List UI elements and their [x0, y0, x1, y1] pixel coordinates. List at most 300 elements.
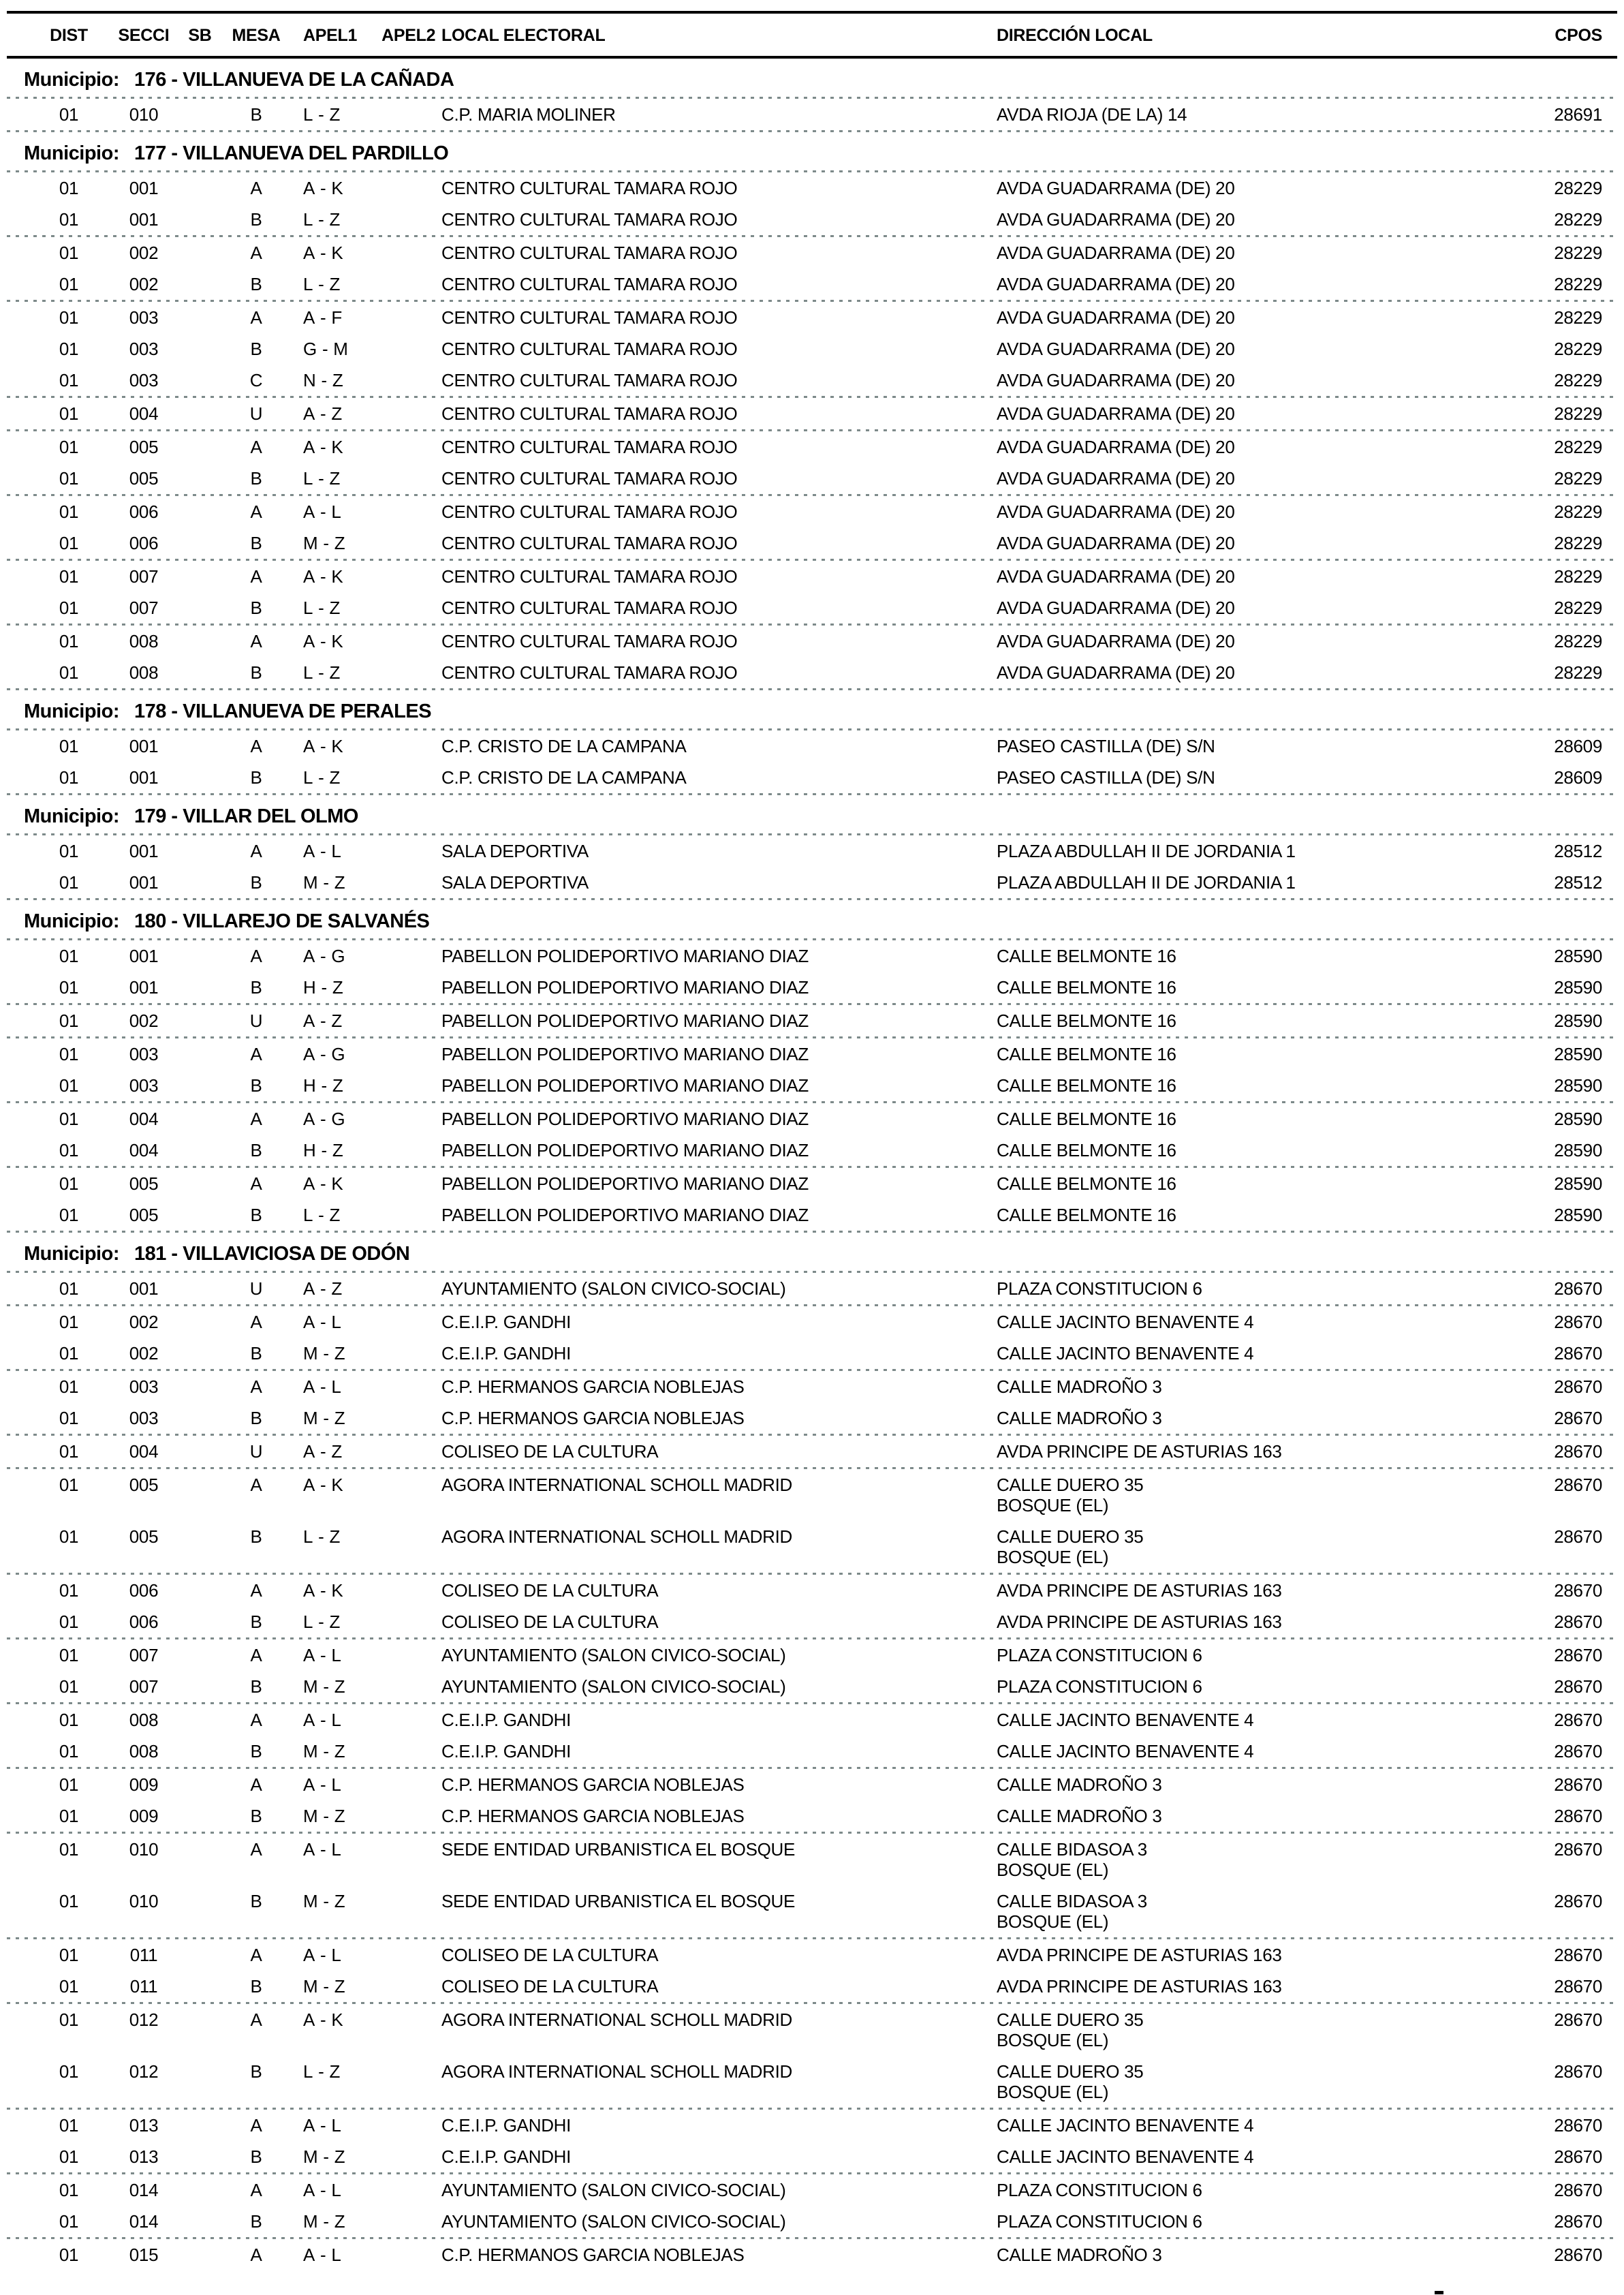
- cell-direccion: [997, 946, 1471, 966]
- cell-local-electoral: COLISEO DE LA CULTURA: [441, 1580, 659, 1601]
- table-row: [7, 2004, 1617, 2056]
- cell-apel-range: [287, 1806, 441, 1826]
- table-row: [7, 730, 1617, 762]
- cell-mesa: A: [250, 2009, 262, 2030]
- cell-apel2: Z: [334, 1891, 345, 1911]
- cell-direccion-line: CALLE DUERO 35: [997, 2061, 1144, 2082]
- cell-dist: 01: [59, 1408, 79, 1428]
- cell-cpos: 28229: [1554, 178, 1602, 198]
- table-row: [7, 1704, 1617, 1736]
- cell-dist: 01: [59, 1312, 79, 1332]
- cell-secci: 009: [129, 1806, 159, 1826]
- cell-direccion-line: AVDA GUADARRAMA (DE) 20: [997, 209, 1235, 230]
- apel-separator: -: [320, 1710, 326, 1730]
- cell-mesa: A: [250, 1312, 262, 1332]
- cell-dist: 01: [59, 1806, 79, 1826]
- cell-cpos: 28229: [1554, 437, 1602, 457]
- apel-separator: -: [321, 370, 327, 390]
- cell-local-electoral: SEDE ENTIDAD URBANISTICA EL BOSQUE: [441, 1839, 796, 1860]
- cell-direccion-line: AVDA PRINCIPE DE ASTURIAS 163: [997, 1945, 1282, 1965]
- cell-local-electoral: AGORA INTERNATIONAL SCHOLL MADRID: [441, 2009, 793, 2030]
- cell-apel-range: [287, 1839, 441, 1860]
- cell-direccion: [997, 1044, 1471, 1064]
- cell-direccion: [997, 1891, 1471, 1932]
- cell-direccion-line: CALLE DUERO 35: [997, 1475, 1144, 1495]
- cell-cpos: 28229: [1554, 403, 1602, 424]
- cell-mesa: B: [250, 1526, 262, 1547]
- cell-apel1: M: [303, 1408, 318, 1428]
- cell-direccion-line: CALLE DUERO 35: [997, 2009, 1144, 2030]
- cell-apel1: A: [303, 736, 315, 756]
- cell-cpos: 28229: [1554, 631, 1602, 651]
- municipio-section: [7, 900, 1617, 1233]
- apel-separator: -: [323, 1676, 329, 1697]
- cell-local-electoral: CENTRO CULTURAL TAMARA ROJO: [441, 468, 738, 489]
- cell-apel2: Z: [334, 1741, 345, 1761]
- cell-apel1: M: [303, 1976, 318, 1997]
- cell-direccion-line: AVDA GUADARRAMA (DE) 20: [997, 339, 1235, 359]
- cell-direccion-line: AVDA PRINCIPE DE ASTURIAS 163: [997, 1976, 1282, 1997]
- cell-apel1: H: [303, 977, 316, 998]
- cell-local-electoral: CENTRO CULTURAL TAMARA ROJO: [441, 274, 738, 294]
- cell-apel2: K: [331, 631, 343, 651]
- cell-direccion: [997, 1645, 1471, 1665]
- cell-direccion: [997, 1343, 1471, 1364]
- apel-separator: -: [320, 437, 326, 457]
- cell-mesa: B: [250, 2146, 262, 2167]
- cell-local-electoral: PABELLON POLIDEPORTIVO MARIANO DIAZ: [441, 1109, 809, 1129]
- table-row: [7, 2110, 1617, 2141]
- cell-apel-range: [287, 104, 441, 125]
- cell-apel1: H: [303, 1075, 316, 1096]
- cell-dist: 01: [59, 1741, 79, 1761]
- cell-local-electoral: CENTRO CULTURAL TAMARA ROJO: [441, 178, 738, 198]
- cell-cpos: 28590: [1554, 1173, 1602, 1194]
- cell-cpos: 28670: [1554, 1580, 1602, 1601]
- cell-apel1: N: [303, 370, 316, 390]
- cell-mesa: B: [250, 662, 262, 683]
- cell-local-electoral: AYUNTAMIENTO (SALON CIVICO-SOCIAL): [441, 2211, 786, 2232]
- cell-direccion-line: CALLE MADROÑO 3: [997, 1806, 1162, 1826]
- cell-cpos: 28229: [1554, 533, 1602, 553]
- cell-apel-range: [287, 1044, 441, 1064]
- cell-direccion: [997, 1526, 1471, 1567]
- cell-direccion-line: PLAZA CONSTITUCION 6: [997, 2180, 1202, 2200]
- apel-separator: -: [318, 468, 324, 489]
- cell-cpos: 28670: [1554, 1526, 1602, 1547]
- cell-local-electoral: CENTRO CULTURAL TAMARA ROJO: [441, 533, 738, 553]
- cell-secci: 008: [129, 662, 159, 683]
- cell-local-electoral: CENTRO CULTURAL TAMARA ROJO: [441, 598, 738, 618]
- cell-dist: 01: [59, 1441, 79, 1462]
- cell-apel-range: [287, 1891, 441, 1911]
- cell-mesa: A: [250, 1945, 262, 1965]
- cell-direccion: [997, 403, 1471, 424]
- cell-apel1: L: [303, 468, 313, 489]
- cell-secci: 002: [129, 1343, 159, 1364]
- cell-direccion: [997, 841, 1471, 861]
- cell-mesa: A: [250, 1580, 262, 1601]
- cell-dist: 01: [59, 339, 79, 359]
- cell-direccion: [997, 2115, 1471, 2136]
- cell-local-electoral: CENTRO CULTURAL TAMARA ROJO: [441, 243, 738, 263]
- apel-separator: -: [318, 1205, 324, 1225]
- apel-separator: -: [320, 403, 326, 424]
- cell-dist: 01: [59, 1612, 79, 1632]
- cell-dist: 01: [59, 736, 79, 756]
- apel-separator: -: [323, 2146, 329, 2167]
- table-row: [7, 2239, 1617, 2270]
- cell-apel-range: [287, 1645, 441, 1665]
- cell-direccion-line: AVDA GUADARRAMA (DE) 20: [997, 662, 1235, 683]
- cell-cpos: 28590: [1554, 1011, 1602, 1031]
- cell-local-electoral: C.P. CRISTO DE LA CAMPANA: [441, 736, 687, 756]
- cell-apel2: L: [331, 2180, 341, 2200]
- cell-direccion: [997, 2211, 1471, 2232]
- cell-apel-range: [287, 2061, 441, 2082]
- apel-separator: -: [320, 1044, 326, 1064]
- cell-local-electoral: SALA DEPORTIVA: [441, 841, 589, 861]
- cell-dist: 01: [59, 2115, 79, 2136]
- cell-cpos: 28229: [1554, 370, 1602, 390]
- cell-apel2: Z: [332, 977, 343, 998]
- cell-dist: 01: [59, 104, 79, 125]
- cell-direccion-line: CALLE MADROÑO 3: [997, 1408, 1162, 1428]
- cell-secci: 013: [129, 2115, 159, 2136]
- cell-direccion-line: AVDA GUADARRAMA (DE) 20: [997, 437, 1235, 457]
- cell-apel2: G: [331, 1109, 345, 1129]
- municipio-label: Municipio:: [24, 142, 119, 164]
- cell-dist: 01: [59, 533, 79, 553]
- cell-direccion-line: PASEO CASTILLA (DE) S/N: [997, 736, 1215, 756]
- apel-separator: -: [318, 2061, 324, 2082]
- cell-apel-range: [287, 977, 441, 998]
- apel-separator: -: [320, 1774, 326, 1795]
- cell-cpos: 28670: [1554, 2245, 1602, 2265]
- cell-direccion-line: AVDA GUADARRAMA (DE) 20: [997, 307, 1235, 328]
- cell-local-electoral: COLISEO DE LA CULTURA: [441, 1612, 659, 1632]
- cell-direccion-line: CALLE BELMONTE 16: [997, 1140, 1176, 1160]
- cell-local-electoral: PABELLON POLIDEPORTIVO MARIANO DIAZ: [441, 1011, 809, 1031]
- cell-apel1: L: [303, 2061, 313, 2082]
- cell-cpos: 28670: [1554, 1891, 1602, 1911]
- table-row: [7, 398, 1617, 429]
- cell-cpos: 28229: [1554, 502, 1602, 522]
- table-row: [7, 1371, 1617, 1402]
- cell-mesa: U: [249, 1278, 263, 1299]
- cell-dist: 01: [59, 243, 79, 263]
- cell-apel1: A: [303, 1710, 315, 1730]
- cell-dist: 01: [59, 1774, 79, 1795]
- apel-separator: -: [320, 631, 326, 651]
- cell-direccion-line: AVDA GUADARRAMA (DE) 20: [997, 502, 1235, 522]
- table-row: [7, 1402, 1617, 1434]
- cell-apel-range: [287, 2146, 441, 2167]
- cell-apel-range: [287, 1343, 441, 1364]
- cell-apel-range: [287, 841, 441, 861]
- cell-apel-range: [287, 2115, 441, 2136]
- cell-dist: 01: [59, 307, 79, 328]
- cell-apel-range: [287, 533, 441, 553]
- table-row: [7, 762, 1617, 793]
- cell-cpos: 28229: [1554, 598, 1602, 618]
- municipio-label: Municipio:: [24, 805, 119, 827]
- apel-separator: -: [320, 1441, 326, 1462]
- municipio-groups: [7, 728, 1617, 795]
- cell-apel-range: [287, 736, 441, 756]
- cell-direccion-line: PLAZA ABDULLAH II DE JORDANIA 1: [997, 872, 1296, 893]
- table-row: [7, 867, 1617, 898]
- apel-separator: -: [318, 598, 324, 618]
- apel-separator: -: [320, 1278, 326, 1299]
- cell-direccion-line: PLAZA CONSTITUCION 6: [997, 2211, 1202, 2232]
- cell-local-electoral: C.P. HERMANOS GARCIA NOBLEJAS: [441, 1408, 745, 1428]
- cell-apel1: A: [303, 1839, 315, 1860]
- apel-separator: -: [318, 104, 324, 125]
- cell-apel1: A: [303, 437, 315, 457]
- apel-separator: -: [320, 566, 326, 587]
- cell-mesa: B: [250, 1140, 262, 1160]
- cell-dist: 01: [59, 403, 79, 424]
- municipio-title: 176 - VILLANUEVA DE LA CAÑADA: [134, 69, 454, 91]
- cell-apel2: Z: [334, 872, 345, 893]
- cell-direccion-line: PASEO CASTILLA (DE) S/N: [997, 767, 1215, 788]
- cell-direccion-line: PLAZA CONSTITUCION 6: [997, 1676, 1202, 1697]
- cell-apel-range: [287, 1774, 441, 1795]
- cell-direccion: [997, 2180, 1471, 2200]
- cell-dist: 01: [59, 502, 79, 522]
- cell-secci: 002: [129, 243, 159, 263]
- cell-local-electoral: C.P. CRISTO DE LA CAMPANA: [441, 767, 687, 788]
- cell-mesa: A: [250, 307, 262, 328]
- apel-separator: -: [320, 178, 326, 198]
- cell-apel1: L: [303, 662, 313, 683]
- cell-mesa: A: [250, 736, 262, 756]
- cell-apel2: K: [331, 1173, 343, 1194]
- cell-apel2: Z: [334, 1806, 345, 1826]
- cell-apel-range: [287, 1612, 441, 1632]
- cell-apel1: M: [303, 1676, 318, 1697]
- cell-dist: 01: [59, 1205, 79, 1225]
- cell-apel2: K: [331, 243, 343, 263]
- cell-direccion-line: CALLE JACINTO BENAVENTE 4: [997, 1710, 1254, 1730]
- cell-secci: 008: [129, 631, 159, 651]
- table-row: [7, 2141, 1617, 2172]
- cell-apel-range: [287, 1976, 441, 1997]
- apel-separator: -: [320, 1580, 326, 1601]
- municipio-heading: [7, 1233, 1617, 1271]
- cell-direccion: [997, 1612, 1471, 1632]
- cell-apel2: G: [331, 1044, 345, 1064]
- cell-mesa: C: [249, 370, 263, 390]
- cell-direccion: [997, 2146, 1471, 2167]
- cell-local-electoral: PABELLON POLIDEPORTIVO MARIANO DIAZ: [441, 977, 809, 998]
- cell-secci: 005: [129, 468, 159, 489]
- cell-apel1: A: [303, 1109, 315, 1129]
- cell-cpos: 28670: [1554, 1976, 1602, 1997]
- cell-apel2: L: [331, 2115, 341, 2136]
- apel-separator: -: [321, 977, 327, 998]
- table-row: [7, 1639, 1617, 1671]
- cell-direccion: [997, 468, 1471, 489]
- cell-apel-range: [287, 209, 441, 230]
- cell-direccion-line: CALLE BELMONTE 16: [997, 946, 1176, 966]
- cell-direccion-line: CALLE BIDASOA 3: [997, 1839, 1147, 1860]
- table-row: [7, 2056, 1617, 2108]
- cell-local-electoral: PABELLON POLIDEPORTIVO MARIANO DIAZ: [441, 946, 809, 966]
- cell-local-electoral: C.E.I.P. GANDHI: [441, 1343, 572, 1364]
- cell-secci: 007: [129, 1645, 159, 1665]
- cell-dist: 01: [59, 1945, 79, 1965]
- cell-mesa: A: [250, 178, 262, 198]
- cell-mesa: A: [250, 502, 262, 522]
- cell-direccion: [997, 662, 1471, 683]
- cell-apel2: Z: [334, 533, 345, 553]
- cell-cpos: 28670: [1554, 1278, 1602, 1299]
- cell-mesa: B: [250, 1891, 262, 1911]
- cell-dist: 01: [59, 1044, 79, 1064]
- cell-dist: 01: [59, 977, 79, 998]
- cell-local-electoral: COLISEO DE LA CULTURA: [441, 1945, 659, 1965]
- table-row: [7, 2206, 1617, 2237]
- table-row: [7, 1971, 1617, 2002]
- cell-direccion: [997, 977, 1471, 998]
- cell-direccion-line: CALLE BELMONTE 16: [997, 1044, 1176, 1064]
- cell-direccion-line: AVDA GUADARRAMA (DE) 20: [997, 631, 1235, 651]
- column-header-direccion: DIRECCIÓN LOCAL: [997, 26, 1153, 45]
- cell-apel2: Z: [332, 1075, 343, 1096]
- apel-separator: -: [320, 1109, 326, 1129]
- cell-dist: 01: [59, 1710, 79, 1730]
- cell-dist: 01: [59, 1475, 79, 1495]
- cell-apel2: Z: [334, 1676, 345, 1697]
- apel-separator: -: [322, 339, 328, 359]
- cell-apel-range: [287, 1676, 441, 1697]
- cell-local-electoral: CENTRO CULTURAL TAMARA ROJO: [441, 339, 738, 359]
- cell-apel-range: [287, 662, 441, 683]
- cell-local-electoral: PABELLON POLIDEPORTIVO MARIANO DIAZ: [441, 1173, 809, 1194]
- cell-apel1: M: [303, 2146, 318, 2167]
- cell-mesa: B: [250, 1205, 262, 1225]
- cell-apel2: Z: [329, 209, 341, 230]
- cell-direccion: [997, 533, 1471, 553]
- cell-apel2: Z: [331, 1011, 342, 1031]
- apel-separator: -: [318, 767, 324, 788]
- cell-direccion-line: CALLE BELMONTE 16: [997, 1205, 1176, 1225]
- cell-apel-range: [287, 946, 441, 966]
- cell-local-electoral: CENTRO CULTURAL TAMARA ROJO: [441, 209, 738, 230]
- apel-separator: -: [320, 1173, 326, 1194]
- cell-dist: 01: [59, 1526, 79, 1547]
- cell-apel2: Z: [334, 1976, 345, 1997]
- cell-apel1: M: [303, 1741, 318, 1761]
- table-row: [7, 1005, 1617, 1036]
- cell-apel-range: [287, 1441, 441, 1462]
- cell-local-electoral: C.P. HERMANOS GARCIA NOBLEJAS: [441, 1806, 745, 1826]
- cell-apel1: A: [303, 946, 315, 966]
- cell-apel-range: [287, 1140, 441, 1160]
- cell-dist: 01: [59, 1839, 79, 1860]
- cell-direccion-line: AVDA GUADARRAMA (DE) 20: [997, 468, 1235, 489]
- cell-cpos: 28670: [1554, 1710, 1602, 1730]
- cell-apel1: A: [303, 841, 315, 861]
- cell-dist: 01: [59, 1343, 79, 1364]
- cell-direccion-line: CALLE JACINTO BENAVENTE 4: [997, 2146, 1254, 2167]
- cell-dist: 01: [59, 1580, 79, 1601]
- apel-separator: -: [320, 841, 326, 861]
- cell-local-electoral: SEDE ENTIDAD URBANISTICA EL BOSQUE: [441, 1891, 796, 1911]
- cell-apel2: L: [331, 2245, 341, 2265]
- column-header-sb: SB: [188, 26, 212, 45]
- table-row: [7, 835, 1617, 867]
- cell-apel-range: [287, 566, 441, 587]
- cell-apel1: A: [303, 2245, 315, 2265]
- cell-apel2: K: [331, 566, 343, 587]
- cell-direccion: [997, 2009, 1471, 2050]
- cell-mesa: A: [250, 946, 262, 966]
- apel-separator: -: [320, 2115, 326, 2136]
- cell-secci: 003: [129, 1408, 159, 1428]
- cell-mesa: B: [250, 1075, 262, 1096]
- cell-direccion: [997, 2245, 1471, 2265]
- cell-local-electoral: C.P. MARIA MOLINER: [441, 104, 616, 125]
- cell-direccion: [997, 1839, 1471, 1880]
- cell-apel-range: [287, 1408, 441, 1428]
- cell-cpos: 28229: [1554, 468, 1602, 489]
- cell-direccion-line: AVDA GUADARRAMA (DE) 20: [997, 403, 1235, 424]
- cell-cpos: 28670: [1554, 1676, 1602, 1697]
- cell-direccion-line: AVDA GUADARRAMA (DE) 20: [997, 566, 1235, 587]
- cell-mesa: A: [250, 1839, 262, 1860]
- cell-apel1: M: [303, 533, 318, 553]
- municipio-label: Municipio:: [24, 910, 119, 932]
- cell-apel2: L: [331, 1710, 341, 1730]
- cell-cpos: 28670: [1554, 1408, 1602, 1428]
- apel-separator: -: [318, 1612, 324, 1632]
- cell-mesa: U: [249, 1011, 263, 1031]
- cell-direccion: [997, 1806, 1471, 1826]
- cell-cpos: 28670: [1554, 1475, 1602, 1495]
- cell-mesa: A: [250, 841, 262, 861]
- municipio-title: 179 - VILLAR DEL OLMO: [134, 805, 358, 827]
- table-row: [7, 302, 1617, 333]
- column-header-apel1: APEL1: [303, 26, 358, 45]
- table-row: [7, 172, 1617, 204]
- cell-cpos: 28590: [1554, 1205, 1602, 1225]
- cell-mesa: B: [250, 1408, 262, 1428]
- cell-mesa: A: [250, 1475, 262, 1495]
- cell-mesa: B: [250, 2211, 262, 2232]
- cell-apel1: A: [303, 1441, 315, 1462]
- municipio-heading: [7, 59, 1617, 97]
- cell-direccion: [997, 339, 1471, 359]
- table-row: [7, 365, 1617, 396]
- cell-apel2: L: [331, 502, 341, 522]
- apel-separator: -: [323, 1806, 329, 1826]
- cell-direccion: [997, 1676, 1471, 1697]
- cell-secci: 007: [129, 566, 159, 587]
- apel-separator: -: [321, 1140, 327, 1160]
- cell-apel2: F: [331, 307, 342, 328]
- cell-dist: 01: [59, 468, 79, 489]
- cell-direccion-line: CALLE MADROÑO 3: [997, 2245, 1162, 2265]
- table-row: [7, 1168, 1617, 1199]
- apel-separator: -: [320, 1376, 326, 1397]
- table-row: [7, 1606, 1617, 1637]
- cell-local-electoral: CENTRO CULTURAL TAMARA ROJO: [441, 403, 738, 424]
- cell-cpos: 28229: [1554, 243, 1602, 263]
- cell-direccion-line: CALLE DUERO 35: [997, 1526, 1144, 1547]
